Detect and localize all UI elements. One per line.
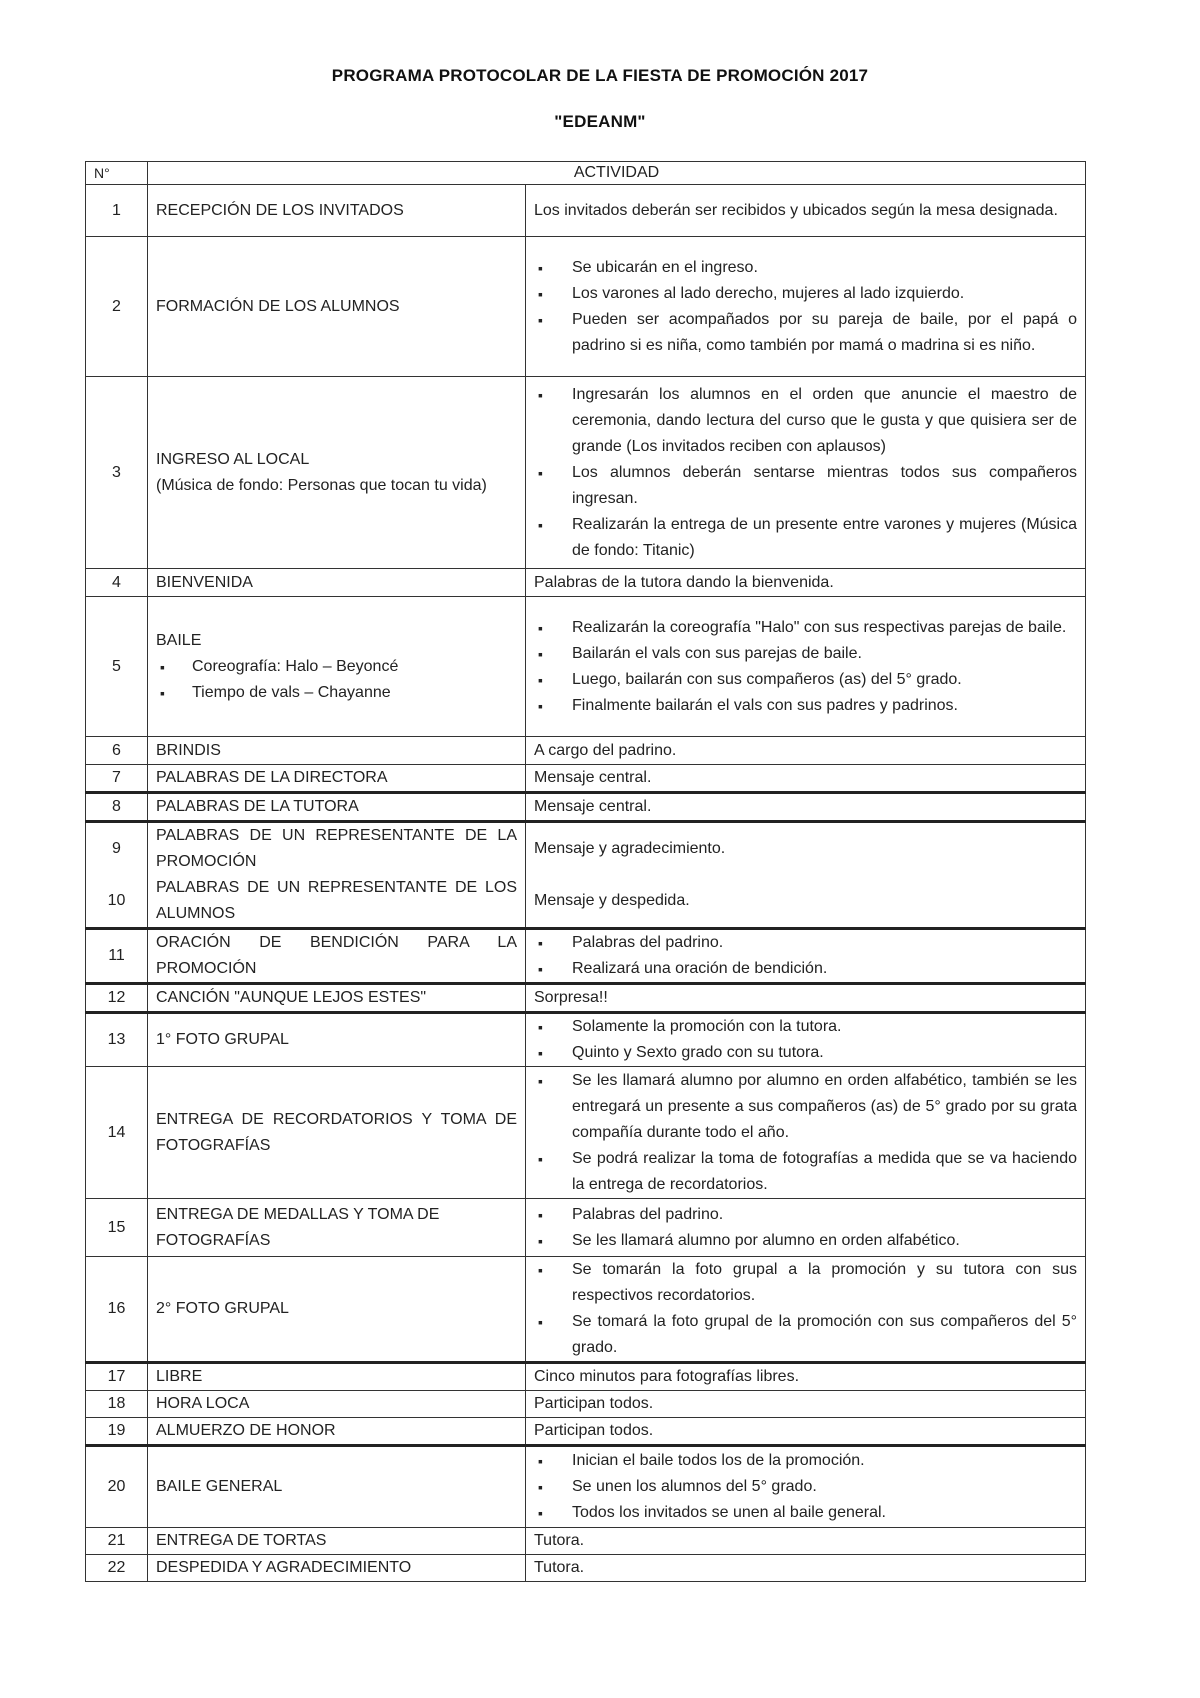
row-activity: FORMACIÓN DE LOS ALUMNOS — [148, 237, 526, 377]
row-description — [526, 237, 1086, 377]
row-number: 14 — [86, 1067, 148, 1199]
table-row — [86, 793, 1086, 822]
row-activity: LIBRE — [148, 1363, 526, 1391]
table-row — [86, 185, 1086, 237]
row-description — [526, 1013, 1086, 1067]
list-item: ▪ Inician el baile todos los de la promoción. — [534, 1448, 1077, 1474]
table-row — [86, 377, 1086, 569]
activity-name: INGRESO AL LOCAL — [156, 450, 310, 468]
row-number: 21 — [86, 1528, 148, 1555]
table-row — [86, 737, 1086, 765]
list-item: ▪ Se les llamará alumno por alumno en orden alfabético, también se les entregará un presente a sus compañeros (as) de 5° grado por su grata compañía durante todo el año. — [534, 1068, 1077, 1146]
row-activity: DESPEDIDA Y AGRADECIMIENTO — [148, 1555, 526, 1582]
row-activity: BRINDIS — [148, 737, 526, 765]
table-row — [86, 929, 1086, 984]
table-row — [86, 1418, 1086, 1446]
row-number: 10 — [86, 875, 148, 929]
row-description — [526, 1067, 1086, 1199]
row-number: 4 — [86, 569, 148, 597]
row-activity: CANCIÓN "AUNQUE LEJOS ESTES" — [148, 984, 526, 1013]
row-description: Tutora. — [526, 1555, 1086, 1582]
row-description: Tutora. — [526, 1528, 1086, 1555]
row-activity: ORACIÓN DE BENDICIÓN PARA LA PROMOCIÓN — [148, 929, 526, 984]
list-item: ▪ Se les llamará alumno por alumno en orden alfabético. — [534, 1228, 1077, 1254]
table-row — [86, 237, 1086, 377]
row-description — [526, 597, 1086, 737]
list-item: ▪ Quinto y Sexto grado con su tutora. — [534, 1040, 1077, 1066]
row-activity: ENTREGA DE RECORDATORIOS Y TOMA DE FOTOGRAFÍAS — [148, 1067, 526, 1199]
table-row — [86, 984, 1086, 1013]
header-number: N° — [86, 162, 148, 185]
list-item: ▪ Ingresarán los alumnos en el orden que anuncie el maestro de ceremonia, dando lectura del curso que le gusta y que quisiera ser de grande (Los invitados reciben con aplausos) — [534, 382, 1077, 460]
row-description: Mensaje central. — [526, 765, 1086, 793]
list-item: ▪ Finalmente bailarán el vals con sus padres y padrinos. — [534, 693, 1077, 719]
row-activity: RECEPCIÓN DE LOS INVITADOS — [148, 185, 526, 237]
row-number: 22 — [86, 1555, 148, 1582]
list-item: ▪ Pueden ser acompañados por su pareja de baile, por el papá o padrino si es niña, como también por mamá o madrina si es niño. — [534, 307, 1077, 359]
row-activity: BIENVENIDA — [148, 569, 526, 597]
list-item: ▪ Palabras del padrino. — [534, 930, 1077, 956]
list-item: ▪ Tiempo de vals – Chayanne — [156, 680, 517, 706]
row-activity — [148, 597, 526, 737]
row-description — [526, 377, 1086, 569]
document-title: PROGRAMA PROTOCOLAR DE LA FIESTA DE PROMOCIÓN 2017 — [331, 66, 869, 85]
table-row — [86, 1363, 1086, 1391]
list-item: ▪ Realizarán la coreografía "Halo" con sus respectivas parejas de baile. — [534, 615, 1077, 641]
row-activity: ENTREGA DE TORTAS — [148, 1528, 526, 1555]
row-description: Los invitados deberán ser recibidos y ubicados según la mesa designada. — [526, 185, 1086, 237]
row-description: Mensaje central. — [526, 793, 1086, 822]
list-item: ▪ Los alumnos deberán sentarse mientras todos sus compañeros ingresan. — [534, 460, 1077, 512]
row-number: 17 — [86, 1363, 148, 1391]
table-header-row — [86, 162, 1086, 185]
row-number: 16 — [86, 1257, 148, 1363]
list-item: ▪ Realizará una oración de bendición. — [534, 956, 1077, 982]
list-item: ▪ Palabras del padrino. — [534, 1202, 1077, 1228]
table-row — [86, 1528, 1086, 1555]
activity-name: BAILE — [156, 631, 202, 649]
table-row — [86, 765, 1086, 793]
list-item: ▪ Se ubicarán en el ingreso. — [534, 255, 1077, 281]
row-description — [526, 1257, 1086, 1363]
list-item: ▪ Bailarán el vals con sus parejas de baile. — [534, 641, 1077, 667]
table-row — [86, 1199, 1086, 1257]
header-activity: ACTIVIDAD — [148, 162, 1086, 185]
row-number: 18 — [86, 1391, 148, 1418]
table-row — [86, 1391, 1086, 1418]
row-description — [526, 1199, 1086, 1257]
row-number: 20 — [86, 1446, 148, 1528]
row-description: Participan todos. — [526, 1391, 1086, 1418]
row-description — [526, 1446, 1086, 1528]
row-description: A cargo del padrino. — [526, 737, 1086, 765]
row-description: Palabras de la tutora dando la bienvenida. — [526, 569, 1086, 597]
row-number: 5 — [86, 597, 148, 737]
row-activity: 1° FOTO GRUPAL — [148, 1013, 526, 1067]
row-number: 9 — [86, 822, 148, 876]
row-activity: PALABRAS DE LA DIRECTORA — [148, 765, 526, 793]
row-description — [526, 929, 1086, 984]
row-activity: ENTREGA DE MEDALLAS Y TOMA DE FOTOGRAFÍAS — [148, 1199, 526, 1257]
row-activity: 2° FOTO GRUPAL — [148, 1257, 526, 1363]
document-subtitle: "EDEANM" — [554, 112, 646, 131]
program-table — [85, 161, 1086, 1582]
list-item: ▪ Todos los invitados se unen al baile general. — [534, 1500, 1077, 1526]
row-description: Mensaje y despedida. — [526, 875, 1086, 929]
list-item: ▪ Se tomarán la foto grupal a la promoción y su tutora con sus respectivos recordatorios. — [534, 1257, 1077, 1309]
row-activity: ALMUERZO DE HONOR — [148, 1418, 526, 1446]
row-activity: PALABRAS DE UN REPRESENTANTE DE LOS ALUMNOS — [148, 875, 526, 929]
row-number: 15 — [86, 1199, 148, 1257]
row-description: Sorpresa!! — [526, 984, 1086, 1013]
table-row — [86, 569, 1086, 597]
row-number: 19 — [86, 1418, 148, 1446]
row-number: 13 — [86, 1013, 148, 1067]
table-row — [86, 1067, 1086, 1199]
activity-note: (Música de fondo: Personas que tocan tu vida) — [156, 476, 487, 494]
row-number: 3 — [86, 377, 148, 569]
row-activity: BAILE GENERAL — [148, 1446, 526, 1528]
table-row — [86, 1555, 1086, 1582]
list-item: ▪ Los varones al lado derecho, mujeres al lado izquierdo. — [534, 281, 1077, 307]
row-number: 2 — [86, 237, 148, 377]
row-number: 12 — [86, 984, 148, 1013]
list-item: ▪ Solamente la promoción con la tutora. — [534, 1014, 1077, 1040]
table-row — [86, 822, 1086, 876]
table-row — [86, 1013, 1086, 1067]
row-activity: PALABRAS DE LA TUTORA — [148, 793, 526, 822]
row-description: Participan todos. — [526, 1418, 1086, 1446]
list-item: ▪ Se tomará la foto grupal de la promoción con sus compañeros del 5° grado. — [534, 1309, 1077, 1361]
table-row — [86, 875, 1086, 929]
table-row — [86, 597, 1086, 737]
row-description: Mensaje y agradecimiento. — [526, 822, 1086, 876]
row-number: 1 — [86, 185, 148, 237]
list-item: ▪ Luego, bailarán con sus compañeros (as) del 5° grado. — [534, 667, 1077, 693]
row-number: 7 — [86, 765, 148, 793]
table-row — [86, 1257, 1086, 1363]
row-description: Cinco minutos para fotografías libres. — [526, 1363, 1086, 1391]
row-number: 6 — [86, 737, 148, 765]
row-number: 8 — [86, 793, 148, 822]
list-item: ▪ Realizarán la entrega de un presente entre varones y mujeres (Música de fondo: Titanic) — [534, 512, 1077, 564]
row-activity: PALABRAS DE UN REPRESENTANTE DE LA PROMOCIÓN — [148, 822, 526, 876]
list-item: ▪ Coreografía: Halo – Beyoncé — [156, 654, 517, 680]
list-item: ▪ Se unen los alumnos del 5° grado. — [534, 1474, 1077, 1500]
list-item: ▪ Se podrá realizar la toma de fotografías a medida que se va haciendo la entrega de recordatorios. — [534, 1146, 1077, 1198]
table-row — [86, 1446, 1086, 1528]
row-activity: HORA LOCA — [148, 1391, 526, 1418]
row-number: 11 — [86, 929, 148, 984]
row-activity — [148, 377, 526, 569]
